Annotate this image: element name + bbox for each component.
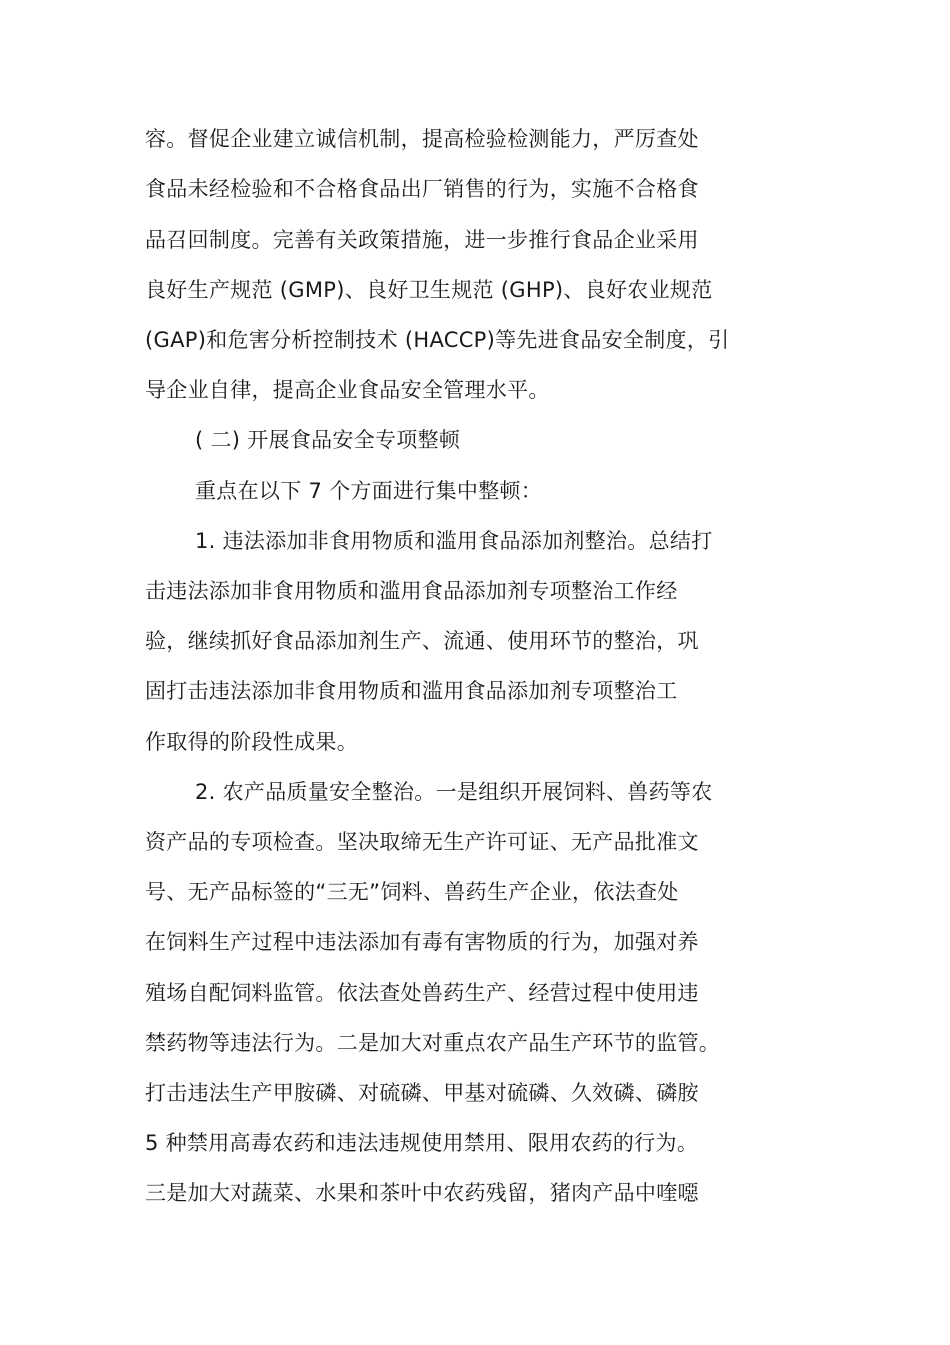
- text-line-3: 品召回制度。完善有关政策措施，进一步推行食品企业采用: [145, 228, 699, 252]
- text-line-18: 殖场自配饲料监管。依法查处兽药生产、经营过程中使用违: [145, 981, 699, 1005]
- text-line-10: 击违法添加非食用物质和滥用食品添加剂专项整治工作经: [145, 579, 678, 603]
- text-line-15: 资产品的专项检查。坚决取缔无生产许可证、无产品批准文: [145, 830, 699, 854]
- text-line-5: (GAP)和危害分析控制技术 (HACCP)等先进食品安全制度，引: [145, 328, 730, 352]
- text-line-12: 固打击违法添加非食用物质和滥用食品添加剂专项整治工: [145, 679, 678, 703]
- text-line-9: 1. 违法添加非食用物质和滥用食品添加剂整治。总结打: [195, 529, 713, 553]
- text-line-22: 三是加大对蔬菜、水果和茶叶中农药残留，猪肉产品中喹噁: [145, 1181, 699, 1205]
- text-line-16: 号、无产品标签的“三无”饲料、兽药生产企业，依法查处: [145, 880, 679, 904]
- text-line-14: 2. 农产品质量安全整治。一是组织开展饲料、兽药等农: [195, 780, 713, 804]
- text-line-4: 良好生产规范 (GMP)、良好卫生规范 (GHP)、良好农业规范: [145, 278, 713, 302]
- text-line-2: 食品未经检验和不合格食品出厂销售的行为，实施不合格食: [145, 177, 699, 201]
- text-line-21: 5 种禁用高毒农药和违法违规使用禁用、限用农药的行为。: [145, 1131, 699, 1155]
- section-heading: ( 二) 开展食品安全专项整顿: [195, 428, 461, 452]
- text-line-6: 导企业自律，提高企业食品安全管理水平。: [145, 378, 550, 402]
- text-line-13: 作取得的阶段性成果。: [145, 730, 358, 754]
- text-line-8: 重点在以下 7 个方面进行集中整顿：: [195, 479, 543, 503]
- text-line-1: 容。督促企业建立诚信机制，提高检验检测能力，严厉查处: [145, 127, 699, 151]
- text-line-19: 禁药物等违法行为。二是加大对重点农产品生产环节的监管。: [145, 1031, 721, 1055]
- text-line-11: 验，继续抓好食品添加剂生产、流通、使用环节的整治，巩: [145, 629, 699, 653]
- text-line-17: 在饲料生产过程中违法添加有毒有害物质的行为，加强对养: [145, 930, 699, 954]
- text-line-20: 打击违法生产甲胺磷、对硫磷、甲基对硫磷、久效磷、磷胺: [145, 1081, 699, 1105]
